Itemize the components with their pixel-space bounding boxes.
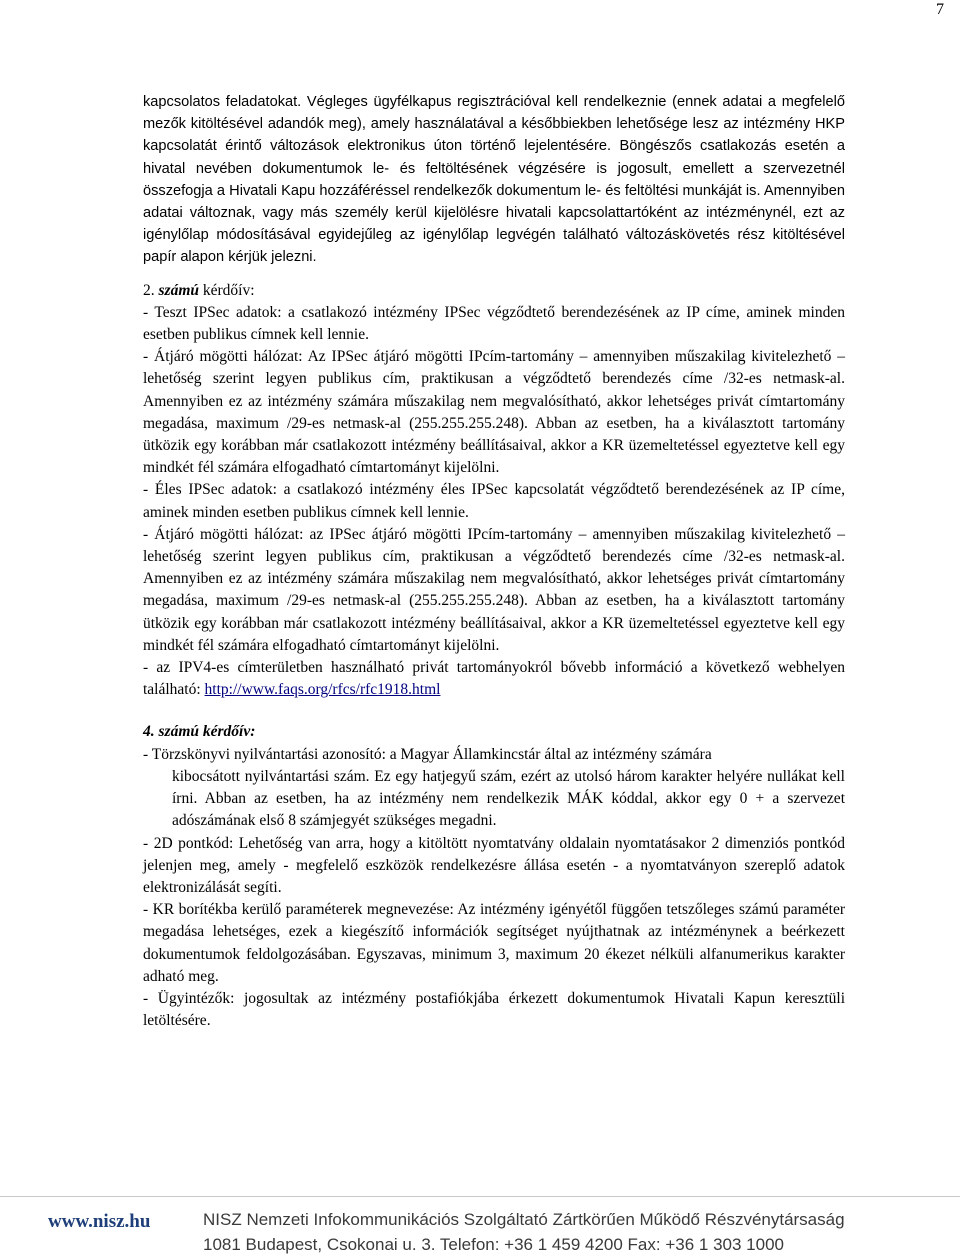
section-2-item: - Teszt IPSec adatok: a csatlakozó intézmény IPSec végződtető berendezésének az IP címe, aminek minden esetben publikus címnek kell lennie.	[143, 303, 845, 344]
section-4-list	[143, 744, 845, 1033]
document-body	[143, 91, 845, 1032]
section-2-list	[143, 302, 845, 702]
section-2-heading	[143, 280, 845, 302]
footer-address: 1081 Budapest, Csokonai u. 3. Telefon: +36 1 459 4200 Fax: +36 1 303 1000	[203, 1235, 784, 1254]
intro-text-2: Böngészős csatlakozás esetén a hivatal nevében dokumentumok le- és feltöltésének végzésére is jogosult, emellett a szervezetnél összefogja a Hivatali Kapu hozzáféréssel rendelkezők dokumentum le- és feltöltési munkáját is.	[143, 138, 846, 199]
section-2-number: 2.	[143, 281, 159, 299]
footer-website: www.nisz.hu	[48, 1211, 151, 1232]
intro-paragraph	[143, 91, 845, 269]
rfc1918-link[interactable]: http://www.faqs.org/rfcs/rfc1918.html	[204, 681, 441, 699]
intro-text-1: kapcsolatos feladatokat. Végleges ügyfélkapus regisztrációval kell rendelkeznie (ennek adatai a megfelelő mezők kitöltésével adandók meg), amely használatával a későbbiekben lehetősége lesz az intézmény HKP kapcsolatát érintő változások elektronikus úton történő lejelentésére.	[143, 94, 845, 155]
footer-divider	[0, 1196, 960, 1197]
section-2-item: - Átjáró mögötti hálózat: Az IPSec átjáró mögötti IPcím-tartomány – amennyiben műszakilag kivitelezhető – lehetőség szerint legyen publikus cím, praktikusan a végződtető berendezés címe /32-es netmask-al. Amennyiben ez az intézmény számára műszakilag nem megvalósítható, akkor lehetséges privát címtartomány megadása, maximum /29-es netmask-al (255.255.255.248). Abban az esetben, ha a kiválasztott tartomány ütközik egy korábban már csatlakozott intézmény beállításaival, akkor a KR üzemeltetéssel egyeztetve kell egy mindkét fél számára elfogadható címtartományt kijelölni.	[143, 348, 845, 477]
section-2-emph: számú	[158, 281, 199, 299]
page-number: 7	[936, 1, 944, 18]
section-4-heading: 4. számú kérdőív:	[143, 723, 256, 741]
section-4-item	[143, 744, 845, 833]
section-2-item: - Éles IPSec adatok: a csatlakozó intézmény éles IPSec kapcsolatát végződtető berendezésének az IP címe, aminek minden esetben publikus címnek kell lennie.	[143, 481, 845, 521]
section-4-item-continued: kibocsátott nyilvántartási szám. Ez egy hatjegyű szám, ezért az utolsó három karakter helyére nullákat kell írni. Abban az esetben, ha az intézmény nem rendelkezik MÁK kóddal, akkor egy 0 + a szervezet adószámának első 8 számjegyét szükséges megadni.	[172, 767, 845, 830]
section-2-label: kérdőív:	[199, 281, 255, 299]
page-footer	[48, 1207, 928, 1257]
section-4-item: - Ügyintézők: jogosultak az intézmény postafiókjába érkezett dokumentumok Hivatali Kapun keresztüli letöltésére.	[143, 989, 845, 1030]
section-2-item-reference	[143, 657, 845, 701]
section-4-item-first-line: - Törzskönyvi nyilvántartási azonosító: a Magyar Államkincstár által az intézmény számára	[143, 745, 712, 763]
section-4-item: - KR borítékba kerülő paraméterek megnevezése: Az intézmény igényétől függően tetszőleges számú paraméter megadása lehetséges, ezek a kiegészítő információk segítséget nyújthatnak az intézménynek a beérkezett dokumentumok feldolgozásában. Egyszavas, minimum 3, maximum 20 ékezet nélküli alfanumerikus karakter adható meg.	[143, 901, 845, 985]
section-4-item: - 2D pontkód: Lehetőség van arra, hogy a kitöltött nyomtatvány oldalain nyomtatásakor 2 dimenziós pontkód jelenjen meg, amely - megfelelő eszközök rendelkezésre állása esetén - a nyomtatványon szereplő adatok elektronizálását segíti.	[143, 834, 845, 896]
intro-text-3: Amennyiben adatai változnak, vagy más személy kerül kijelölésre hivatali kapcsolattartóként az intézménynél, ezt az igénylőlap módosításával egyidejűleg az igénylőlap legvégén található változáskövetés rész kitöltésével papír alapon kérjük jelezni.	[143, 182, 845, 266]
footer-company-name: NISZ Nemzeti Infokommunikációs Szolgáltató Zártkörűen Működő Részvénytársaság	[203, 1210, 845, 1229]
section-2-item: - Átjáró mögötti hálózat: az IPSec átjáró mögötti IPcím-tartomány – amennyiben műszakilag kivitelezhető – lehetőség szerint legyen publikus cím, praktikusan a végződtető berendezés címe /32-es netmask-al. Amennyiben ez az intézmény számára műszakilag nem megvalósítható, akkor lehetséges privát címtartomány megadása, maximum /29-es netmask-al (255.255.255.248). Abban az esetben, ha a kiválasztott tartomány ütközik egy korábban már csatlakozott intézmény beállításaival, akkor a KR üzemeltetéssel egyeztetve kell egy mindkét fél számára elfogadható címtartományt kijelölni.	[143, 525, 845, 654]
reference-text: - az IPV4-es címterületben használható privát tartományokról bővebb információ a következő webhelyen található:	[143, 659, 845, 699]
